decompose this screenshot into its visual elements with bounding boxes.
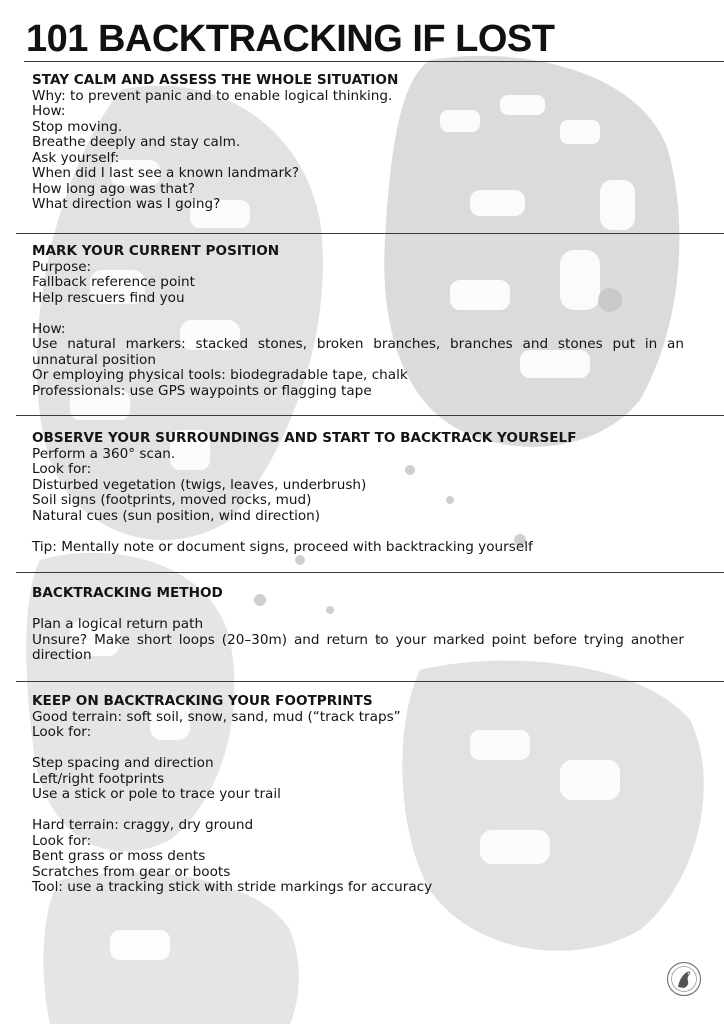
section-line: Disturbed vegetation (twigs, leaves, underbrush)	[32, 476, 367, 493]
spacer	[32, 306, 684, 322]
spacer	[32, 741, 684, 757]
section-line: Why: to prevent panic and to enable logical thinking.	[32, 87, 393, 104]
section-line: Ask yourself:	[32, 149, 120, 166]
section-line: Hard terrain: craggy, dry ground	[32, 817, 254, 833]
divider	[16, 415, 724, 416]
section-line: What direction was I going?	[32, 196, 221, 212]
section-line: Look for:	[32, 461, 92, 477]
section-heading: OBSERVE YOUR SURROUNDINGS AND START TO BACKTRACK YOURSELF	[32, 430, 577, 446]
section-line: Use a stick or pole to trace your trail	[32, 786, 281, 802]
section-mark-position	[32, 244, 684, 399]
section-line: Soil signs (footprints, moved rocks, mud)	[32, 492, 312, 508]
section-line: Or employing physical tools: biodegradable tape, chalk	[32, 367, 408, 383]
section-heading: KEEP ON BACKTRACKING YOUR FOOTPRINTS	[32, 693, 373, 709]
section-line: When did I last see a known landmark?	[32, 165, 300, 181]
section-line: Stop moving.	[32, 118, 123, 135]
page-title: 101 BACKTRACKING IF LOST	[26, 18, 555, 60]
section-line: Look for:	[32, 832, 92, 849]
section-line: Tool: use a tracking stick with stride markings for accuracy	[32, 879, 433, 895]
section-line: Plan a logical return path	[32, 616, 204, 632]
section-line: Fallback reference point	[32, 274, 195, 290]
section-line: Look for:	[32, 724, 92, 740]
section-line: Use natural markers: stacked stones, broken branches, branches and stones put in an unnatural position	[32, 336, 684, 368]
spacer	[32, 602, 684, 618]
section-line: Purpose:	[32, 258, 92, 275]
divider	[24, 61, 724, 62]
section-keep-backtracking	[32, 694, 684, 896]
section-line: Step spacing and direction	[32, 755, 214, 771]
section-stay-calm	[32, 73, 684, 213]
section-line: Good terrain: soft soil, snow, sand, mud (“track traps”	[32, 708, 401, 725]
section-heading: BACKTRACKING METHOD	[32, 585, 223, 601]
emblem-logo	[666, 961, 702, 997]
divider	[16, 233, 724, 234]
section-line: Scratches from gear or boots	[32, 863, 231, 880]
section-heading: MARK YOUR CURRENT POSITION	[32, 243, 280, 259]
section-line: How long ago was that?	[32, 180, 195, 197]
section-heading: STAY CALM AND ASSESS THE WHOLE SITUATION	[32, 72, 399, 88]
divider	[16, 572, 724, 573]
section-backtracking-method	[32, 586, 684, 664]
section-line: How:	[32, 320, 66, 337]
section-line: How:	[32, 103, 66, 119]
section-line: Professionals: use GPS waypoints or flagging tape	[32, 382, 372, 399]
section-line: Tip: Mentally note or document signs, proceed with backtracking yourself	[32, 538, 533, 555]
section-line: Bent grass or moss dents	[32, 848, 206, 864]
divider	[16, 681, 724, 682]
section-observe	[32, 431, 684, 555]
section-line: Breathe deeply and stay calm.	[32, 134, 241, 150]
spacer	[32, 524, 684, 540]
section-line: Unsure? Make short loops (20–30m) and return to your marked point before trying another direction	[32, 631, 684, 663]
spacer	[32, 803, 684, 819]
section-line: Natural cues (sun position, wind direction)	[32, 507, 321, 524]
section-line: Perform a 360° scan.	[32, 445, 176, 462]
section-line: Help rescuers find you	[32, 289, 185, 306]
section-line: Left/right footprints	[32, 770, 165, 787]
